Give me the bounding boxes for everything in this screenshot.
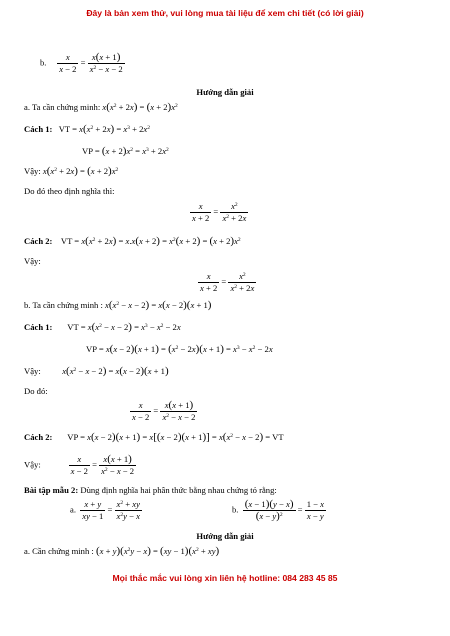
- fraction-equality-3: $\frac{x}{x - 2}$ = $\frac{x(x + 1)}{x^2 - x - 2}$: [132, 399, 196, 422]
- part-b-method1-conclusion: Vậy: $x(x^2 - x - 2) = x(x - 2)(x + 1)$: [24, 365, 169, 377]
- vt-end-label: = VT: [265, 432, 284, 442]
- part-b-label: b. Ta cần chứng minh :: [24, 300, 103, 310]
- part-a-goal: a. Ta cần chứng minh: $x(x^2 + 2x) = (x + 2)x^2$: [24, 101, 178, 113]
- method2-label: Cách 2:: [24, 432, 53, 442]
- fraction-equality-1: $\frac{x}{x + 2}$ = $\frac{x^2}{x^2 + 2x}$: [192, 201, 247, 223]
- goal-label: a. Cần chứng minh :: [24, 546, 94, 556]
- hotline-notice: Mọi thắc mắc vui lòng xin liên hệ hotline: 084 283 45 85: [112, 573, 338, 583]
- method1-vp: VP = $(x + 2)x^2 = x^3 + 2x^2$: [82, 145, 169, 157]
- vp-label: VP =: [67, 432, 85, 442]
- conclusion-label: Vậy:: [24, 166, 41, 176]
- item-label: a.: [70, 504, 76, 515]
- exercise2-a-goal: a. Cần chứng minh : $(x + y)(x^2y - x) = (xy - 1)(x^2 + xy)$: [24, 545, 220, 557]
- solution-heading: Hướng dẫn giải: [196, 87, 254, 97]
- preview-notice: Đây là bản xem thử, vui lòng mua tài liệu để xem chi tiết (có lời giải): [86, 8, 364, 18]
- conclusion-label: Vậy:: [24, 459, 41, 470]
- method1-label: Cách 1:: [24, 322, 53, 332]
- part-b-method2-conclusion: Vậy: $\frac{x}{x - 2}$ = $\frac{x(x + 1)}{x^2 - x - 2}$: [24, 453, 135, 476]
- vt-label: VT =: [67, 322, 86, 332]
- part-b-method1-vp: VP = $x(x - 2)(x + 1) = (x^2 - 2x)(x + 1) = x^3 - x^2 - 2x$: [86, 343, 273, 355]
- vt-label: VT =: [58, 124, 77, 134]
- part-b-goal: b. Ta cần chứng minh : $x(x^2 - x - 2) = x(x - 2)(x + 1)$: [24, 299, 212, 311]
- definition-note: Do đó theo định nghĩa thì:: [24, 186, 115, 196]
- item-label: b.: [232, 504, 239, 515]
- do-do-label: Do đó:: [24, 386, 48, 396]
- solution-heading-2: Hướng dẫn giải: [196, 531, 254, 541]
- method2-chain: Cách 2: VT = $x(x^2 + 2x) = x.x(x + 2) = x^2(x + 2) = (x + 2)x^2$: [24, 235, 241, 247]
- vp-label: VP =: [82, 146, 100, 156]
- exercise2-b: b. $\frac{(x - 1)(y - x)}{(x - y)^2}$ = $\frac{1 - x}{x - y}$: [232, 498, 324, 522]
- method2-label: Cách 2:: [24, 236, 53, 246]
- part-b-method2-chain: Cách 2: VP = $x(x - 2)(x + 1) = x[(x - 2)(x + 1)] = x(x^2 - x - 2)$ = VT: [24, 431, 284, 443]
- conclusion-label: Vậy:: [24, 366, 41, 376]
- exercise2-a: a. $\frac{x + y}{xy - 1}$ = $\frac{x^2 + xy}{x^2y - x}$: [70, 499, 140, 521]
- method1-label: Cách 1:: [24, 124, 53, 134]
- method1-vt: Cách 1: VT = $x(x^2 + 2x) = x^3 + 2x^2$: [24, 123, 150, 135]
- part-b-method1-vt: Cách 1: VT = $x(x^2 - x - 2) = x^3 - x^2 - 2x$: [24, 321, 181, 333]
- vt-label: VT =: [60, 236, 80, 246]
- exercise-b-statement: b. $\frac{x}{x - 2}$ = $\frac{x(x + 1)}{x^2 - x - 2}$: [40, 51, 123, 74]
- exercise-text: Dùng định nghĩa hai phân thức bằng nhau chứng tỏ rằng:: [80, 485, 277, 495]
- method1-conclusion: Vậy: $x(x^2 + 2x) = (x + 2)x^2$: [24, 165, 119, 177]
- exercise-title: Bài tập mẫu 2:: [24, 485, 79, 495]
- item-label: b.: [40, 57, 47, 68]
- vp-label: VP =: [86, 344, 104, 354]
- part-a-label: a. Ta cần chứng minh:: [24, 102, 101, 112]
- method2-conclusion-label: Vậy:: [24, 256, 41, 266]
- fraction-equality-2: $\frac{x}{x + 2}$ = $\frac{x^2}{x^2 + 2x}$: [200, 271, 255, 293]
- sample-exercise-2: [24, 485, 277, 495]
